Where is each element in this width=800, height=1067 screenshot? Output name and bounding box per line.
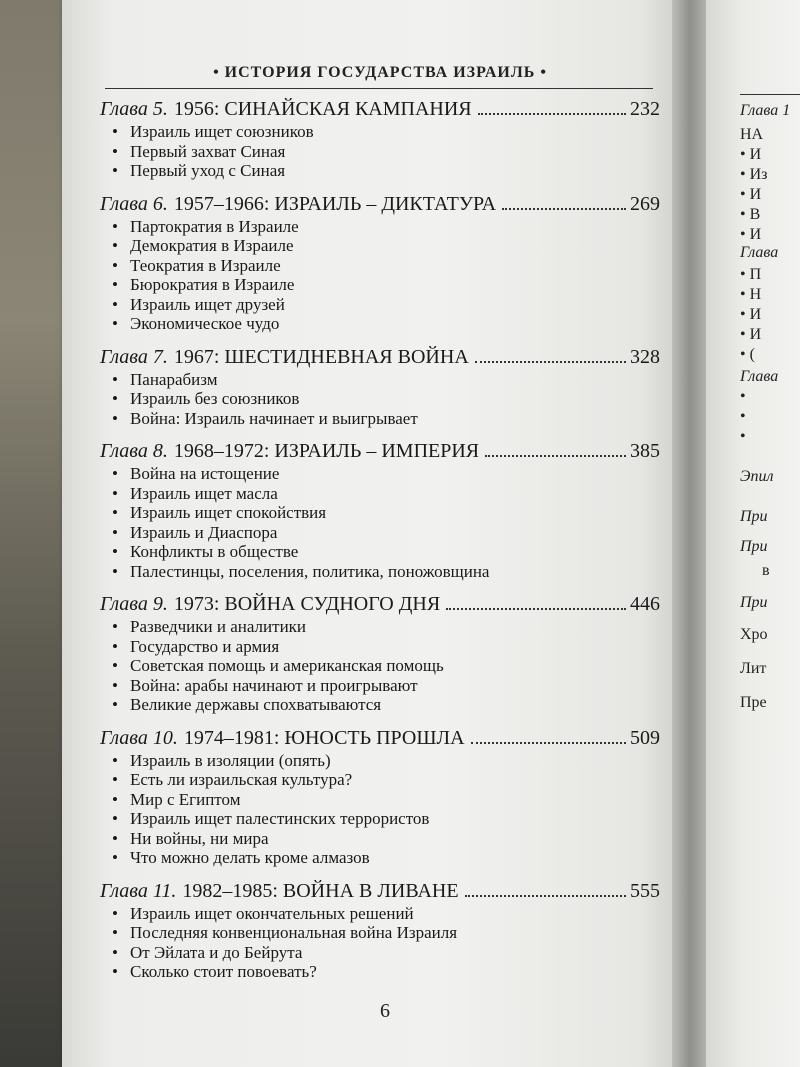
right-page-fragment: Пре [740, 694, 767, 711]
right-page-fragment: • Н [740, 286, 762, 303]
subitem-text: Война: Израиль начинает и выигрывает [130, 408, 418, 428]
right-page-fragment: • И [740, 326, 762, 343]
right-page-fragment: Глава 1 [740, 102, 791, 119]
toc-subitem [100, 656, 660, 676]
toc-subitem [100, 161, 660, 181]
right-page-fragment: • [740, 408, 746, 425]
chapter-title: 1956: СИНАЙСКАЯ КАМПАНИЯ [173, 98, 472, 120]
toc-subitem [100, 695, 660, 715]
right-page-fragment: При [740, 538, 768, 555]
subitem-text: Теократия в Израиле [130, 255, 281, 275]
right-page-fragment: • П [740, 266, 762, 283]
toc-subitem [100, 236, 660, 256]
bullet-icon: • [112, 314, 118, 333]
toc-subitem [100, 943, 660, 963]
bullet-icon: • [112, 923, 118, 942]
bullet-icon: • [112, 275, 118, 294]
toc-subitem [100, 904, 660, 924]
toc-subitem [100, 809, 660, 829]
subitem-text: Израиль ищет друзей [130, 294, 285, 314]
chapter-title: 1957–1966: ИЗРАИЛЬ – ДИКТАТУРА [173, 192, 497, 215]
book-gutter [672, 0, 708, 1067]
dot-leader [465, 895, 626, 897]
chapter-heading [100, 878, 660, 904]
subitem-text: Панарабизм [130, 369, 218, 389]
subitem-text: Израиль ищет спокойствия [130, 503, 327, 522]
bullet-icon: • [112, 408, 118, 428]
bullet-icon: • [112, 294, 118, 314]
subitem-text: Сколько стоит повоевать? [130, 962, 317, 981]
toc-chapter [100, 191, 660, 334]
right-page-fragment: • И [740, 226, 762, 243]
chapter-title: 1974–1981: ЮНОСТЬ ПРОШЛА [183, 726, 465, 749]
bullet-icon: • [112, 503, 118, 522]
toc-subitem [100, 637, 660, 657]
bullet-icon: • [112, 636, 118, 656]
toc-chapter [100, 438, 660, 581]
bullet-icon: • [112, 369, 118, 389]
toc-subitem [100, 142, 660, 162]
bullet-icon: • [112, 161, 118, 180]
bullet-icon: • [112, 828, 118, 848]
toc-chapter [100, 344, 660, 429]
toc-chapter [100, 96, 660, 181]
chapter-label: Глава 6. [100, 192, 168, 215]
toc-subitem [100, 617, 660, 637]
toc-subitem [100, 256, 660, 276]
toc-subitem [100, 848, 660, 868]
subitem-text: Великие державы спохватываются [130, 695, 382, 714]
toc-subitem [100, 314, 660, 334]
toc-subitem [100, 484, 660, 504]
toc-subitem [100, 923, 660, 943]
subitem-text: Есть ли израильская культура? [130, 770, 353, 789]
header-rule [105, 88, 653, 89]
subitem-text: Демократия в Израиле [130, 236, 294, 255]
bullet-icon: • [112, 770, 118, 789]
subitem-text: Последняя конвенциональная война Израиля [130, 923, 458, 942]
table-of-contents [100, 96, 660, 992]
chapter-title: 1973: ВОЙНА СУДНОГО ДНЯ [173, 593, 441, 615]
chapter-page-number: 446 [630, 593, 660, 615]
bullet-icon: • [112, 789, 118, 809]
chapter-page-number: 385 [630, 440, 660, 462]
dot-leader [478, 113, 626, 115]
page-number: 6 [380, 1000, 390, 1022]
subitem-text: Израиль ищет союзников [130, 122, 314, 141]
bullet-icon: • [112, 255, 118, 275]
right-page-fragment: • И [740, 186, 762, 203]
toc-subitem [100, 217, 660, 237]
toc-subitem [100, 409, 660, 429]
toc-subitem [100, 523, 660, 543]
subitem-text: Первый захват Синая [130, 141, 286, 161]
toc-subitem [100, 962, 660, 982]
toc-chapter [100, 878, 660, 982]
dot-leader [471, 742, 626, 744]
bullet-icon: • [112, 750, 118, 770]
chapter-label: Глава 9. [100, 593, 168, 615]
bullet-icon: • [112, 695, 118, 714]
bullet-icon: • [112, 903, 118, 923]
toc-subitem [100, 790, 660, 810]
subitem-text: Палестинцы, поселения, политика, поножовщина [130, 561, 490, 581]
chapter-heading [100, 96, 660, 122]
subitem-text: Израиль без союзников [130, 389, 300, 408]
chapter-label: Глава 8. [100, 440, 168, 462]
chapter-label: Глава 7. [100, 345, 168, 368]
subitem-text: Война: арабы начинают и проигрывают [130, 675, 418, 695]
subitem-text: Экономическое чудо [130, 314, 280, 333]
right-page-fragment: При [740, 508, 768, 525]
toc-subitem [100, 829, 660, 849]
subitem-text: Государство и армия [130, 636, 280, 656]
chapter-page-number: 232 [630, 98, 660, 120]
subitem-text: Бюрократия в Израиле [130, 275, 295, 294]
chapter-page-number: 328 [630, 345, 660, 368]
subitem-text: Израиль ищет палестинских террористов [130, 809, 430, 828]
dot-leader [485, 455, 626, 457]
chapter-heading [100, 344, 660, 370]
toc-chapter [100, 725, 660, 868]
bullet-icon: • [112, 617, 118, 636]
toc-subitem [100, 542, 660, 562]
chapter-label: Глава 11. [100, 879, 177, 902]
chapter-label: Глава 10. [100, 726, 178, 749]
bullet-icon: • [112, 389, 118, 408]
toc-subitem [100, 751, 660, 771]
bullet-icon: • [112, 848, 118, 867]
right-page-rule [740, 94, 800, 95]
chapter-page-number: 509 [630, 726, 660, 749]
right-page-fragment: • И [740, 306, 762, 323]
dot-leader [502, 208, 626, 210]
bullet-icon: • [112, 675, 118, 695]
chapter-page-number: 555 [630, 879, 660, 902]
subitem-text: Партократия в Израиле [130, 216, 299, 236]
bullet-icon: • [112, 809, 118, 828]
toc-subitem [100, 122, 660, 142]
bullet-icon: • [112, 236, 118, 255]
bullet-icon: • [112, 656, 118, 675]
toc-subitem [100, 464, 660, 484]
chapter-title: 1968–1972: ИЗРАИЛЬ – ИМПЕРИЯ [173, 440, 480, 462]
subitem-text: Советская помощь и американская помощь [130, 656, 444, 675]
dot-leader [446, 608, 626, 610]
chapter-heading [100, 591, 660, 617]
subitem-text: Израиль в изоляции (опять) [130, 750, 331, 770]
bullet-icon: • [112, 942, 118, 962]
subitem-text: Первый уход с Синая [130, 161, 286, 180]
toc-subitem [100, 275, 660, 295]
right-page-fragment: Эпил [740, 468, 774, 485]
subitem-text: Мир с Египтом [130, 789, 241, 809]
bullet-icon: • [112, 216, 118, 236]
right-page-fragment: Глава [740, 244, 779, 261]
bullet-icon: • [112, 542, 118, 561]
subitem-text: Конфликты в обществе [130, 542, 299, 561]
bullet-icon: • [112, 464, 118, 483]
subitem-text: Война на истощение [130, 464, 280, 483]
right-page-fragment: • Из [740, 166, 768, 183]
bullet-icon: • [112, 141, 118, 161]
chapter-title: 1982–1985: ВОЙНА В ЛИВАНЕ [182, 879, 459, 902]
toc-subitem [100, 562, 660, 582]
right-page-fragment: НА [740, 126, 764, 143]
right-page-fragment: Глава [740, 368, 779, 385]
right-page-fragment: • [740, 388, 746, 405]
right-page-fragment: • В [740, 206, 761, 223]
toc-subitem [100, 676, 660, 696]
chapter-label: Глава 5. [100, 98, 168, 120]
bullet-icon: • [112, 483, 118, 503]
toc-subitem [100, 503, 660, 523]
chapter-title: 1967: ШЕСТИДНЕВНАЯ ВОЙНА [173, 345, 469, 368]
toc-subitem [100, 770, 660, 790]
chapter-heading [100, 191, 660, 217]
chapter-heading [100, 438, 660, 464]
subitem-text: Разведчики и аналитики [130, 617, 307, 636]
bullet-icon: • [112, 122, 118, 141]
book-page-right [706, 0, 800, 1067]
chapter-page-number: 269 [630, 192, 660, 215]
right-page-fragment: • [740, 428, 746, 445]
bullet-icon: • [112, 962, 118, 981]
right-page-fragment: Лит [740, 660, 767, 677]
subitem-text: Израиль ищет масла [130, 483, 278, 503]
right-page-fragment: в [762, 562, 770, 579]
toc-subitem [100, 389, 660, 409]
right-page-fragment: • И [740, 146, 762, 163]
toc-subitem [100, 295, 660, 315]
subitem-text: Израиль ищет окончательных решений [130, 903, 414, 923]
subitem-text: Ни войны, ни мира [130, 828, 269, 848]
subitem-text: Израиль и Диаспора [130, 522, 278, 542]
toc-subitem [100, 370, 660, 390]
dot-leader [475, 361, 626, 363]
right-page-fragment: При [740, 594, 768, 611]
right-page-fragment: Хро [740, 626, 768, 643]
subitem-text: Что можно делать кроме алмазов [130, 848, 370, 867]
bullet-icon: • [112, 561, 118, 581]
chapter-heading [100, 725, 660, 751]
bullet-icon: • [112, 522, 118, 542]
running-head: • ИСТОРИЯ ГОСУДАРСТВА ИЗРАИЛЬ • [213, 64, 547, 81]
right-page-fragment: • ( [740, 346, 755, 363]
subitem-text: От Эйлата и до Бейрута [130, 942, 303, 962]
toc-chapter [100, 591, 660, 715]
